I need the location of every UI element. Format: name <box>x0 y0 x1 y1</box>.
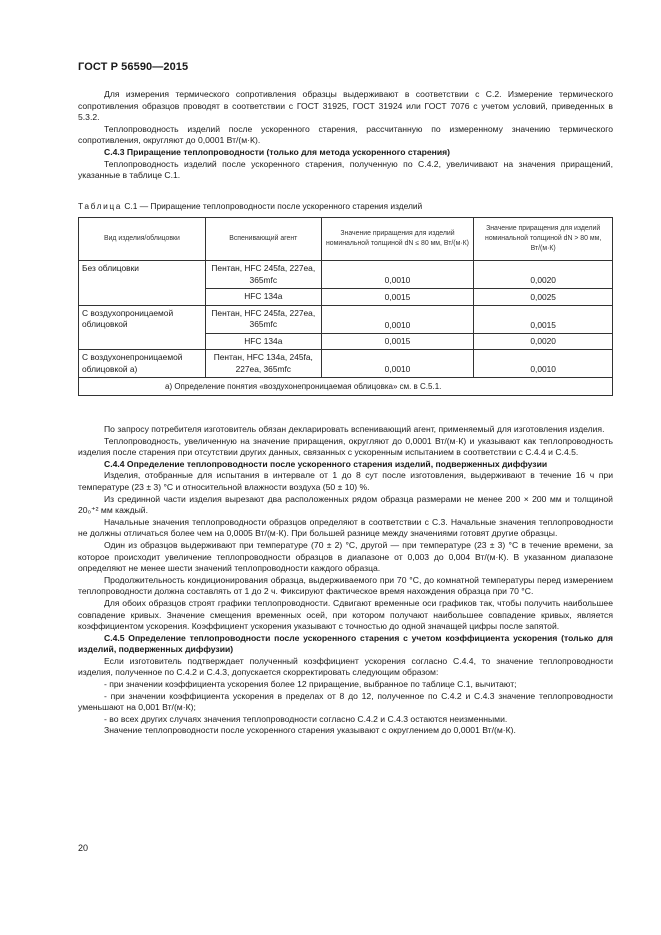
cell-agent: Пентан, HFC 134a, 245fa, 227ea, 365mfc <box>205 350 321 378</box>
body-block <box>78 424 613 737</box>
header-gt80: Значение приращения для изделий номинальной толщиной dN > 80 мм, Вт/(м·К) <box>474 218 613 261</box>
cell-agent: HFC 134a <box>205 333 321 350</box>
table-caption-prefix: Таблица <box>78 201 123 211</box>
cell-le80: 0,0010 <box>321 261 474 289</box>
paragraph: Значение теплопроводности после ускоренного старения указывают с округлением до 0,0001 Вт/(м·К). <box>104 725 516 736</box>
list-item: - при значении коэффициента ускорения в пределах от 8 до 12, полученное по С.4.2 и С.4.3 значение теплопроводности уменьшают на 0,001 Вт/(м·К); <box>78 690 613 713</box>
table-header-row <box>79 218 613 261</box>
cell-agent: Пентан, HFC 245fa, 227ea, 365mfc <box>205 305 321 333</box>
list-item: - во всех других случаях значения теплопроводности согласно С.4.2 и С.4.3 остаются неизменными. <box>104 713 508 724</box>
cell-gt80: 0,0020 <box>474 261 613 289</box>
paragraph: Изделия, отобранные для испытания в интервале от 1 до 8 сут после изготовления, выдерживают в течение 16 ч при температуре (23 ± 3) °С и относительной влажности воздуха (50 ± 10) %. <box>78 470 613 492</box>
cell-gt80: 0,0010 <box>474 350 613 378</box>
cell-gt80: 0,0015 <box>474 305 613 333</box>
paragraph: Продолжительность кондиционирования образца, выдерживаемого при 70 °С, до комнатной температуры перед измерением теплопроводности должна составлять от 1 до 2 ч. Фиксируют фактическое время нахождения образца при 70 °С. <box>78 574 613 597</box>
intro-block <box>78 89 613 182</box>
list-item: - при значении коэффициента ускорения более 12 приращение, выбранное по таблице С.1, вычитают; <box>104 679 517 690</box>
paragraph: Для измерения термического сопротивления образцы выдерживают в соответствии с С.2. Измерение термического сопротивления образцов проводят в соответствии с ГОСТ 31925, ГОСТ 31924 или ГОСТ 7076 с учетом условий, приведенных в 5.3.2. <box>78 89 613 123</box>
cell-kind: С воздухопроницаемой облицовкой <box>79 305 206 350</box>
table-row <box>79 305 613 333</box>
table-caption <box>78 201 422 211</box>
header-agent: Вспенивающий агент <box>205 218 321 261</box>
section-heading-c45: С.4.5 Определение теплопроводности после ускоренного старения с учетом коэффициента ускорения (только для изделий, подверженных диффузии) <box>78 632 613 655</box>
paragraph: Теплопроводность изделий после ускоренного старения, рассчитанную по измеренному значению термического сопротивления, округляют до 0,0001 Вт/(м·К). <box>78 123 613 146</box>
cell-gt80: 0,0025 <box>474 289 613 306</box>
paragraph: Начальные значения теплопроводности образцов определяют в соответствии с С.3. Начальные значения теплопроводности не должны отличаться более чем на 0,0005 Вт/(м·К). При большей разнице между значениями готовят другие образцы. <box>78 516 613 539</box>
increment-table <box>78 217 613 396</box>
table-row <box>79 350 613 378</box>
page-number: 20 <box>78 843 89 853</box>
table-footnote-row <box>79 378 613 396</box>
header-le80: Значение приращения для изделий номинальной толщиной dN ≤ 80 мм, Вт/(м·К) <box>321 218 474 261</box>
paragraph: Если изготовитель подтверждает полученный коэффициент ускорения согласно С.4.4, то значение теплопроводности изделия, полученное по С.4.2 и С.4.3, допускается скорректировать следующим образом: <box>78 655 613 678</box>
cell-kind: С воздухонепроницаемой облицовкой а) <box>79 350 206 378</box>
cell-le80: 0,0010 <box>321 350 474 378</box>
cell-le80: 0,0015 <box>321 333 474 350</box>
header-kind: Вид изделия/облицовки <box>79 218 206 261</box>
paragraph: Один из образцов выдерживают при температуре (70 ± 2) °С, другой — при температуре (23 ± 3) °С в течение времени, за которое происходит увеличение теплопроводности образцов в диапазоне от 0,003 до 0,004 Вт/(м·К). В указанном диапазоне определяют не менее шести значений теплопроводности каждого образца. <box>78 539 613 574</box>
cell-le80: 0,0015 <box>321 289 474 306</box>
paragraph: Теплопроводность изделий после ускоренного старения, полученную по С.4.2, увеличивают на значения приращений, указанные в таблице С.1. <box>78 158 613 181</box>
section-heading-c43: С.4.3 Приращение теплопроводности (только для метода ускоренного старения) <box>104 146 450 157</box>
cell-le80: 0,0010 <box>321 305 474 333</box>
section-heading-c44: С.4.4 Определение теплопроводности после ускоренного старения изделий, подверженных диффузии <box>104 458 548 469</box>
paragraph: Для обоих образцов строят графики теплопроводности. Сдвигают временные оси графиков так, чтобы получить наибольшее совпадение кривых. Значение смещения временных осей, при котором получают наибольшее совпадение кривых, является коэффициентом ускорения. Коэффициент ускорения указывают с точностью до одной значащей цифры после запятой. <box>78 597 613 632</box>
paragraph: Из срединной части изделия вырезают два расположенных рядом образца размерами не менее 200 × 200 мм и толщиной 20₀⁺² мм каждый. <box>78 493 613 516</box>
cell-kind: Без облицовки <box>79 261 206 306</box>
document-code: ГОСТ Р 56590—2015 <box>78 61 189 73</box>
cell-agent: HFC 134a <box>205 289 321 306</box>
cell-gt80: 0,0020 <box>474 333 613 350</box>
table-footnote: а) Определение понятия «воздухонепроницаемая облицовка» см. в С.5.1. <box>79 378 613 396</box>
table-caption-text: С.1 — Приращение теплопроводности после ускоренного старения изделий <box>122 201 423 211</box>
paragraph: Теплопроводность, увеличенную на значение приращения, округляют до 0,0001 Вт/(м·К) и указывают как теплопроводность изделия после старения при отсутствии других данных, связанных с ускоренным испытанием в соответствии с С.4.4 и С.4.5. <box>78 435 613 458</box>
table-row <box>79 261 613 289</box>
cell-agent: Пентан, HFC 245fa, 227ea, 365mfc <box>205 261 321 289</box>
paragraph: По запросу потребителя изготовитель обязан декларировать вспенивающий агент, применяемый для изготовления изделия. <box>104 424 605 434</box>
